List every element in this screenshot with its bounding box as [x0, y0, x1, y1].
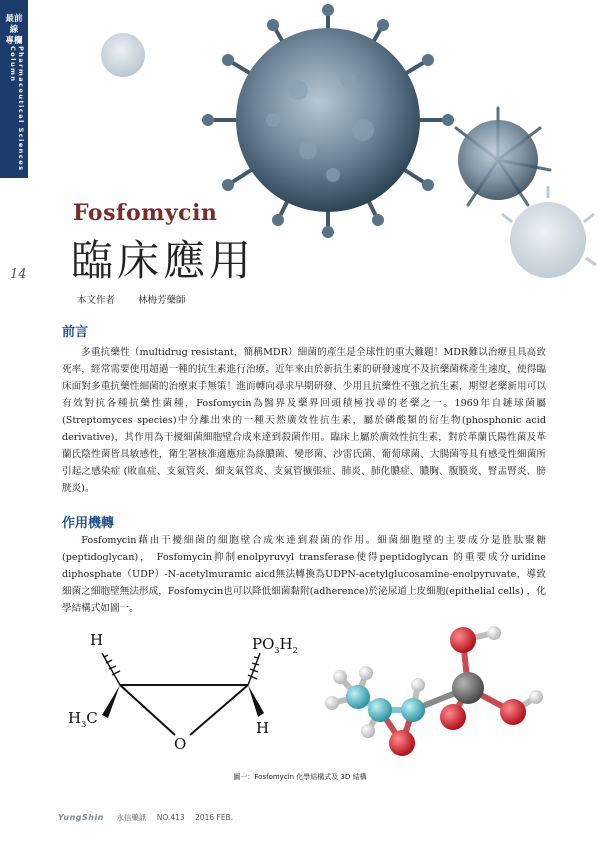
page-footer: [58, 812, 233, 823]
issue-date: 2016 FEB.: [195, 813, 234, 822]
issue-number: NO.413: [156, 813, 185, 822]
author-line: [77, 292, 206, 306]
column-sidebar: [0, 0, 28, 178]
figure-caption: 圖一：Fosfomycin 化學結構式及 3D 結構: [233, 773, 367, 781]
structural-formula: [60, 625, 310, 755]
section-body-intro: 多重抗藥性（multidrug resistant，簡稱MDR）細菌的產生是全球性的重大難題！MDR難以治療且具高致死率，經常需要使用超過一種的抗生素進行治療。近年來由於新抗生素的研發速度不及抗藥菌株產生速度，使得臨床面對多重抗藥性細菌的治療束手無策！進而轉向尋求早期研發、少用且抗藥性不強之抗生素，期望老藥新用可以有效對抗各種抗藥性菌種，Fosfomycin為醫界及藥界回頭積極找尋的老藥之一。1969年自鏈球菌屬(Streptomyces species)中分離出來的一種天然廣效性抗生素，屬於磷酸類的衍生物(phosphonic acid derivative)，其作用為干擾細菌細胞壁合成來達到殺菌作用。臨床上屬於廣效性抗生素，對於革蘭氏陽性菌及革蘭氏陰性菌皆具敏感性，衛生署核准適應症為綠膿菌、變形菌、沙雷氏菌、葡萄球菌、大腸菌等具有感受性細菌所引起之感染症 (敗血症、支氣管炎、細支氣管炎、支氣管擴張症、肺炎、肺化膿症、膿胸、腹膜炎、腎盂腎炎、膀胱炎)。: [62, 347, 546, 494]
author-name: 林梅芳藥師: [138, 295, 186, 306]
section-body-mechanism: Fosfomycin藉由干擾細菌的細胞壁合成來達到殺菌的作用。細菌細胞壁的主要成分是胜肽聚糖 (peptidoglycan)， Fosfomycin抑制enolpyruvyl transferase使得peptidoglycan 的重要成分uridine diphosphate（UDP）-N-acetylmuramic aicd無法轉換為UDPN-acetylglucosamine-enolpyruvate，導致細菌之細胞壁無法形成，Fosfomycin也可以降低細菌黏附(adherence)於泌尿道上皮細胞(epithelial cells) ，化學結構式如圖一。: [62, 535, 546, 614]
atom-phosphonate: $PO_3H_2$: [252, 635, 298, 655]
section-heading-intro: 前言: [62, 325, 89, 340]
column-subtitle: Pharmaceutical Sciences Column: [9, 46, 25, 172]
atom-methyl: $H_3C$: [68, 709, 98, 729]
atom-oxygen: O: [174, 735, 187, 753]
author-label: 本文作者: [77, 295, 116, 306]
brand-logo: YungShin: [58, 813, 104, 822]
column-title: 最前線 專欄: [5, 14, 23, 46]
magazine-name: 永信藥訊: [116, 813, 147, 822]
article-title-chinese: 臨床應用: [71, 236, 256, 285]
page-number: 14: [10, 267, 27, 282]
section-heading-mechanism: 作用機轉: [62, 516, 115, 531]
article-title-english: Fosfomycin: [73, 200, 218, 226]
atom-h-bottom: H: [256, 719, 270, 737]
atom-h-top: H: [90, 631, 104, 649]
3d-molecule-model: [318, 615, 568, 765]
